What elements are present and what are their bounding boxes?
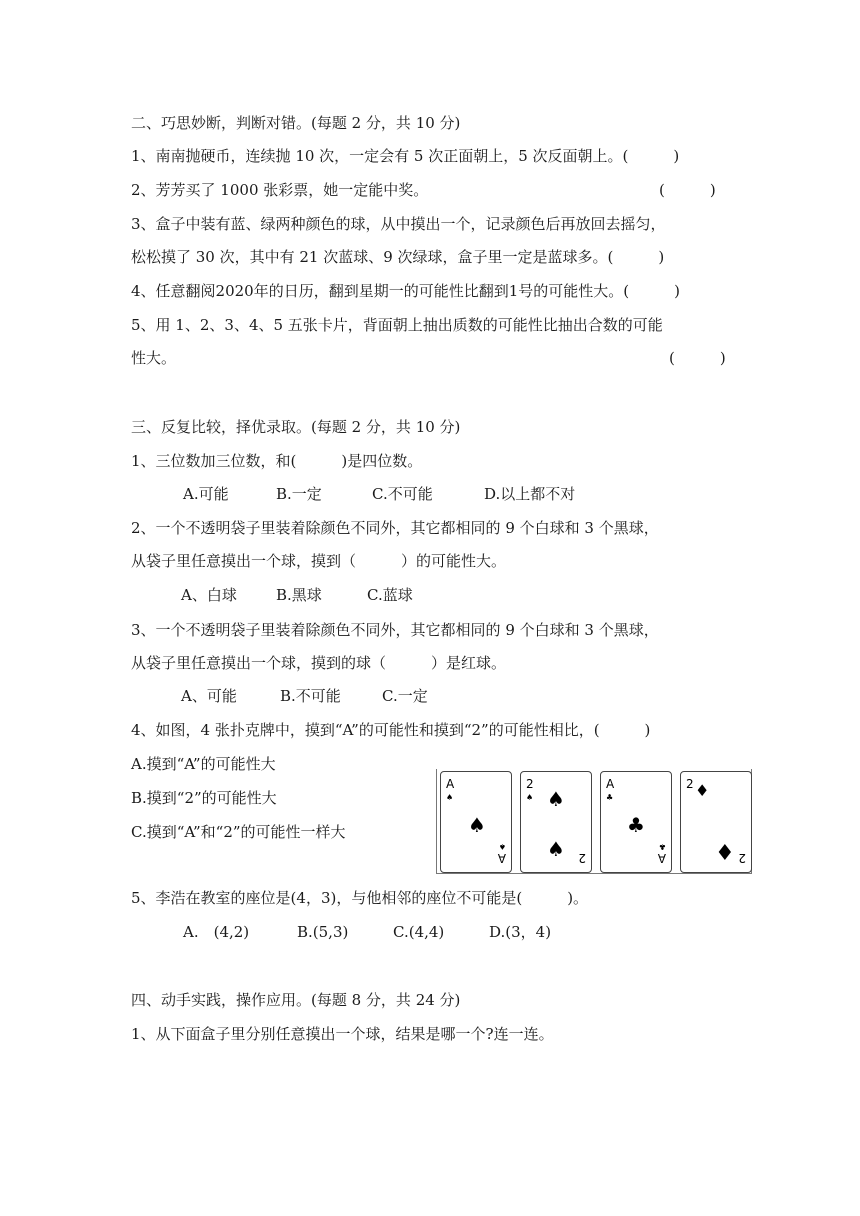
card-rank: A (606, 777, 615, 791)
question-2-2: 2、芳芳买了 1000 张彩票，她一定能中奖。 (131, 181, 429, 199)
card-small-suit: ♠ (446, 793, 454, 802)
playing-card (440, 771, 512, 873)
card-rank: A (657, 851, 666, 865)
option-c[interactable]: C.(4,4) (393, 923, 445, 941)
spade-icon: ♠ (468, 813, 486, 837)
question-3-2-line1: 2、一个不透明袋子里装着除颜色不同外，其它都相同的 9 个白球和 3 个黑球， (131, 519, 659, 537)
club-icon: ♣ (627, 813, 645, 837)
option-d[interactable]: D.(3，4) (489, 923, 552, 941)
section-3-title: 三、反复比较，择优录取。(每题 2 分，共 10 分) (131, 418, 461, 436)
question-3-3-line2: 从袋子里任意摸出一个球，摸到的球（ ）是红球。 (131, 654, 507, 672)
question-2-5-line2: 性大。 (131, 349, 177, 367)
playing-cards-figure (436, 765, 752, 875)
option-b[interactable]: B.摸到“2”的可能性大 (131, 789, 277, 807)
answer-blank[interactable]: ( ) (659, 181, 716, 199)
card-rank: A (446, 777, 455, 791)
section-2-title: 二、巧思妙断，判断对错。(每题 2 分，共 10 分) (131, 114, 461, 132)
card-rank: 2 (738, 851, 746, 865)
option-a[interactable]: A、可能 (181, 687, 237, 705)
question-2-4: 4、任意翻阅2020年的日历，翻到星期一的可能性比翻到1号的可能性大。( ) (131, 282, 680, 300)
section-4-title: 四、动手实践，操作应用。(每题 8 分，共 24 分) (131, 991, 461, 1009)
card-rank: A (497, 851, 506, 865)
question-2-1: 1、南南抛硬币，连续抛 10 次，一定会有 5 次正面朝上，5 次反面朝上。( ) (131, 147, 680, 165)
option-c[interactable]: C.一定 (382, 687, 428, 705)
spade-icon: ♠ (547, 787, 565, 811)
question-2-3-line1: 3、盒子中装有蓝、绿两种颜色的球，从中摸出一个，记录颜色后再放回去摇匀， (131, 215, 666, 233)
question-3-2-line2: 从袋子里任意摸出一个球，摸到（ ）的可能性大。 (131, 552, 507, 570)
option-b[interactable]: B.(5,3) (297, 923, 349, 941)
card-face (441, 772, 511, 872)
option-a[interactable]: A. (4,2) (183, 923, 250, 941)
option-d[interactable]: D.以上都不对 (484, 485, 576, 503)
diamond-icon: ♦ (695, 781, 710, 800)
card-small-suit: ♣ (658, 842, 666, 851)
diamond-icon: ♦ (715, 841, 735, 866)
playing-card (680, 771, 752, 873)
option-c[interactable]: C.不可能 (372, 485, 433, 503)
option-a[interactable]: A、白球 (181, 586, 237, 604)
option-c[interactable]: C.蓝球 (367, 586, 413, 604)
question-3-4: 4、如图，4 张扑克牌中，摸到“A”的可能性和摸到“2”的可能性相比，( ) (131, 721, 651, 739)
question-3-1: 1、三位数加三位数，和( )是四位数。 (131, 452, 423, 470)
option-a[interactable]: A.可能 (183, 485, 229, 503)
card-face (521, 772, 591, 872)
question-2-5-line1: 5、用 1、2、3、4、5 五张卡片，背面朝上抽出质数的可能性比抽出合数的可能 (131, 316, 663, 334)
playing-card (600, 771, 672, 873)
card-rank: 2 (526, 777, 534, 791)
question-4-1: 1、从下面盒子里分别任意摸出一个球，结果是哪一个?连一连。 (131, 1025, 554, 1043)
question-2-3-line2: 松松摸了 30 次，其中有 21 次蓝球、9 次绿球，盒子里一定是蓝球多。( ) (131, 248, 665, 266)
spade-icon: ♠ (547, 837, 565, 861)
card-rank: 2 (578, 851, 586, 865)
card-face (601, 772, 671, 872)
card-face (681, 772, 751, 872)
playing-card (520, 771, 592, 873)
card-small-suit: ♠ (498, 842, 506, 851)
question-3-3-line1: 3、一个不透明袋子里装着除颜色不同外，其它都相同的 9 个白球和 3 个黑球， (131, 621, 659, 639)
card-small-suit: ♠ (526, 793, 534, 802)
option-b[interactable]: B.一定 (276, 485, 322, 503)
option-b[interactable]: B.不可能 (280, 687, 341, 705)
question-3-5: 5、李浩在教室的座位是(4，3)，与他相邻的座位不可能是( )。 (131, 889, 589, 907)
answer-blank[interactable]: ( ) (669, 349, 726, 367)
card-rank: 2 (686, 777, 694, 791)
card-small-suit: ♣ (606, 793, 614, 802)
option-a[interactable]: A.摸到“A”的可能性大 (131, 755, 276, 773)
option-c[interactable]: C.摸到“A”和“2”的可能性一样大 (131, 823, 346, 841)
option-b[interactable]: B.黑球 (276, 586, 322, 604)
